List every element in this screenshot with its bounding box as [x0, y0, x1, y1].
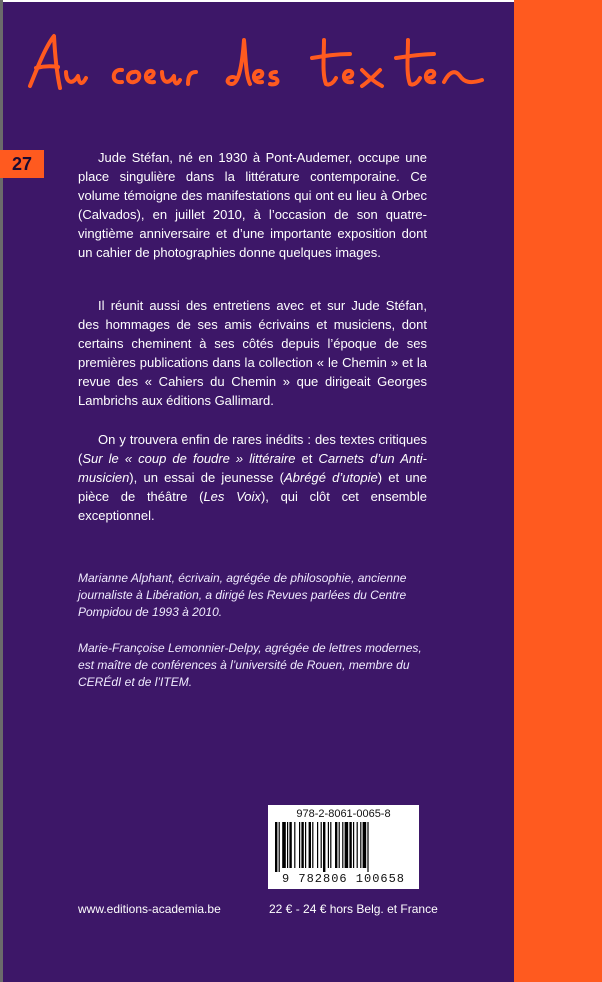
description-paragraph-3: [78, 430, 427, 525]
title-carnets: Carnets d’un Anti-musicien: [78, 451, 427, 485]
author-bio-2: Marie-Françoise Lemonnier-Delpy, agrégée de lettres modernes, est maître de conférences à l’université de Rouen, membre du CERÉdI et de l’ITEM.: [78, 641, 422, 689]
barcode-digits: 9 782806 100658: [281, 872, 406, 886]
barcode-bar: [367, 822, 368, 872]
description-paragraph-2: [78, 296, 427, 410]
title-coup-de-foudre: Sur le « coup de foudre » littéraire: [82, 451, 296, 466]
barcode-bar: [357, 822, 358, 868]
barcode-bar: [330, 822, 331, 868]
barcode-bar: [349, 822, 351, 868]
title-les-voix: Les Voix: [203, 489, 261, 504]
publisher-website: www.editions-academia.be: [78, 902, 221, 916]
isbn-barcode: [268, 805, 419, 889]
barcode-bar: [282, 822, 286, 868]
barcode-bar: [312, 822, 313, 868]
barcode-bar: [289, 822, 291, 868]
series-number-badge: [0, 150, 44, 178]
barcode-bar: [335, 822, 337, 868]
barcode-bar: [323, 822, 325, 872]
barcode-bar: [317, 822, 318, 868]
barcode-bar: [339, 822, 340, 868]
title-abrege-utopie: Abrégé d’utopie: [284, 470, 378, 485]
barcode-bar: [305, 822, 306, 868]
isbn-label: 978-2-8061-0065-8: [296, 808, 391, 820]
paragraph-3-text: ), qui clôt cet ensemble exceptionnel.: [78, 489, 427, 523]
barcode-bar: [309, 822, 311, 868]
barcode-bar: [275, 822, 277, 872]
price-line: 22 € - 24 € hors Belg. et France: [269, 902, 438, 916]
barcode-icon: [275, 822, 412, 872]
paragraph-3-text: et: [295, 451, 319, 466]
barcode-bar: [287, 822, 288, 868]
barcode-bar: [360, 822, 361, 868]
orange-spine-band: [514, 0, 602, 982]
barcode-bar: [363, 822, 367, 868]
barcode-bar: [294, 822, 295, 868]
barcode-bar: [345, 822, 349, 868]
barcode-bar: [328, 822, 329, 868]
handwritten-title-logo: [24, 26, 494, 106]
barcode-bar: [299, 822, 300, 868]
series-number: 27: [11, 153, 33, 174]
author-bio-1: Marianne Alphant, écrivain, agrégée de philosophie, ancienne journaliste à Libération, a dirigé les Revues parlées du Centre Pompidou de 1993 à 2010.: [78, 571, 407, 619]
barcode-bar: [301, 822, 303, 868]
barcode-bar: [342, 822, 343, 868]
paragraph-1-text: Jude Stéfan, né en 1930 à Pont-Audemer, occupe une place singulière dans la littérature contemporaine. Ce volume témoigne des manifestations qui ont eu lieu à Orbec (Calvados), en juillet 2010, à l’occasion de son quatre-vingtième anniversaire et d’une importante exposition dont un cahier de photographies donne quelques images.: [78, 150, 427, 260]
paragraph-3-text: ), un essai de jeunesse (: [129, 470, 284, 485]
paragraph-3-text: ) et une pièce de théâtre (: [78, 470, 427, 504]
barcode-bar: [321, 822, 322, 868]
left-edge: [0, 0, 3, 982]
paragraph-2-text: Il réunit aussi des entretiens avec et sur Jude Stéfan, des hommages de ses amis écrivains et musiciens, dont certains cheminent à ses côtés depuis l’époque de ses premières publications dans la collection « le Chemin » et la revue des « Cahiers du Chemin » que dirigeait Georges Lambrichs aux éditions Gallimard.: [78, 298, 427, 408]
top-edge: [0, 0, 602, 2]
paragraph-3-text: On y trouvera enfin de rares inédits : des textes critiques (: [78, 432, 427, 466]
barcode-bar: [279, 822, 280, 872]
barcode-bar: [353, 822, 354, 868]
description-paragraph-1: [78, 148, 427, 262]
